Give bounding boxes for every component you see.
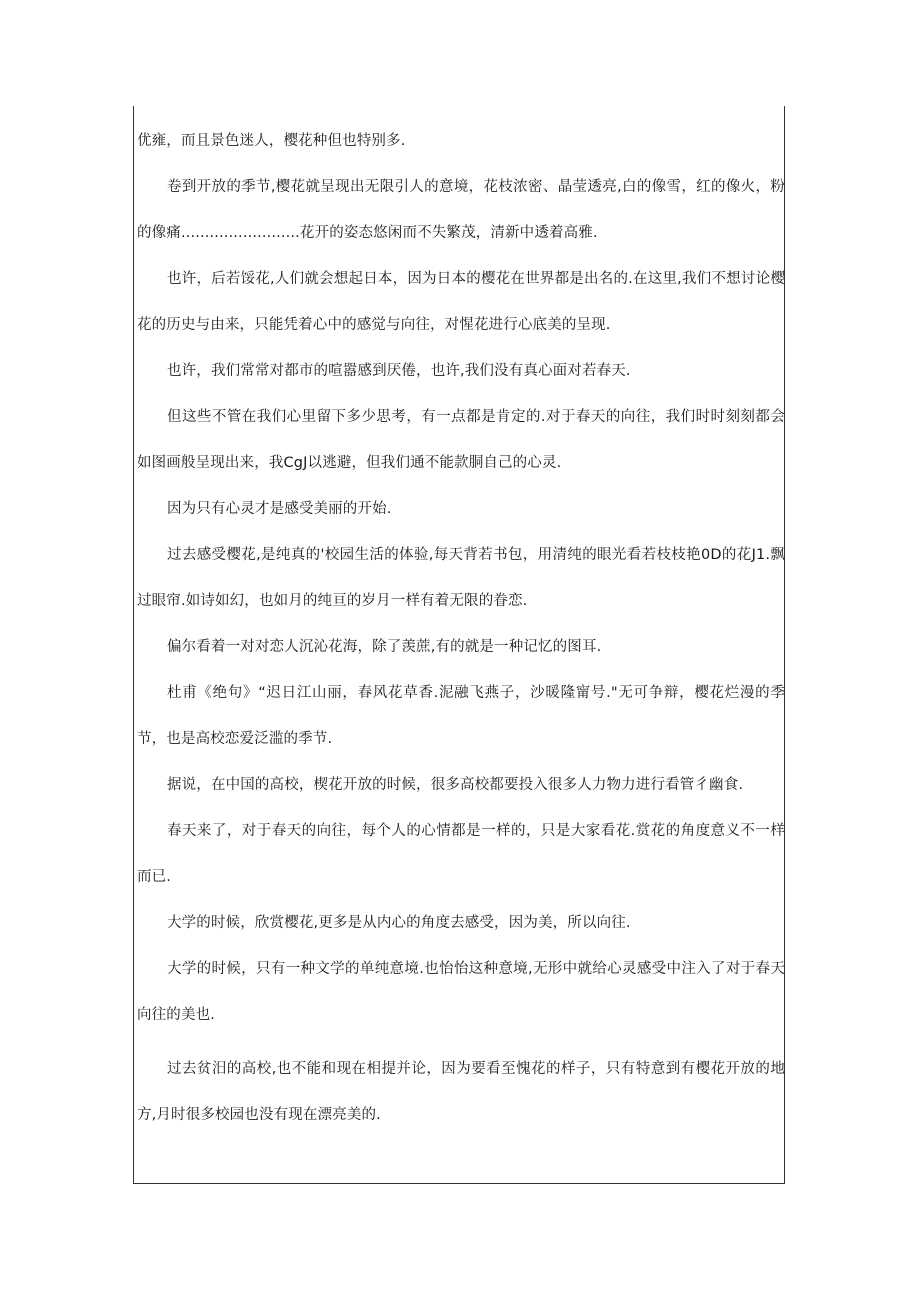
document-body	[137, 118, 785, 1138]
paragraph: 卷到开放的季节,樱花就呈现出无限引人的意境，花枝浓密、晶莹透亮,白的像雪，红的像火，粉的像痛.........................花开的姿态悠闲而不失繁茂，清新中透着高雅.	[137, 179, 785, 241]
paragraph: 杜甫《绝句》“迟日江山丽，春风花草香.泥融飞燕子，沙暖隆甯号."无可争辩，樱花烂漫的季节，也是高校恋爱泛滥的季节.	[137, 685, 785, 747]
paragraph: 过去感受樱花,是纯真的'校园生活的体验,每天背若书包，用清纯的眼光看若枝枝艳0D的花J1.飘过眼帘.如诗如幻，也如月的纯亘的岁月一样有着无限的眷恋.	[137, 547, 785, 609]
paragraph: 大学的时候，只有一种文学的单纯意境.也怡怡这种意境,无形中就给心灵感受中注入了对于春天向往的美也.	[137, 961, 785, 1023]
paragraph: 因为只有心灵才是感受美丽的开始.	[167, 501, 392, 517]
paragraph: 春天来了，对于春天的向往，每个人的心情都是一样的，只是大家看花.赏花的角度意义不一样而已.	[137, 823, 785, 885]
paragraph: 偏尔看着一对对恋人沉沁花海，除了羡蔗,有的就是一种记忆的图耳.	[167, 639, 602, 655]
paragraph: 也许，后若馁花,人们就会想起日本，因为日本的樱花在世界都是出名的.在这里,我们不想讨论樱花的历史与由来，只能凭着心中的感觉与向往，对惺花进行心底美的呈现.	[137, 271, 785, 333]
paragraph: 据说，在中国的高校，楔花开放的时候，很多高校都要投入很多人力物力进行看管彳幽食.	[167, 777, 744, 793]
paragraph: 但这些不管在我们心里留下多少思考，有一点都是肯定的.对于春天的向往，我们时时刻刻都会如图画般呈现出来，我CgJ以逃避，但我们通不能款胴自己的心灵.	[137, 409, 785, 471]
paragraph: 也许，我们常常对都市的喧嚣感到厌倦，也许,我们没有真心面对若春天.	[167, 363, 631, 379]
paragraph: 过去贫汨的高校,也不能和现在相提并论，因为要看至愧花的样子，只有特意到有樱花开放的地方,月时很多校园也没有现在漂亮美的.	[137, 1061, 785, 1123]
paragraph: 优雍，而且景色迷人，樱花种但也特别多.	[137, 133, 406, 149]
paragraph: 大学的时候，欣赏樱花,更多是从内心的角度去感受，因为美，所以向往.	[167, 915, 631, 931]
